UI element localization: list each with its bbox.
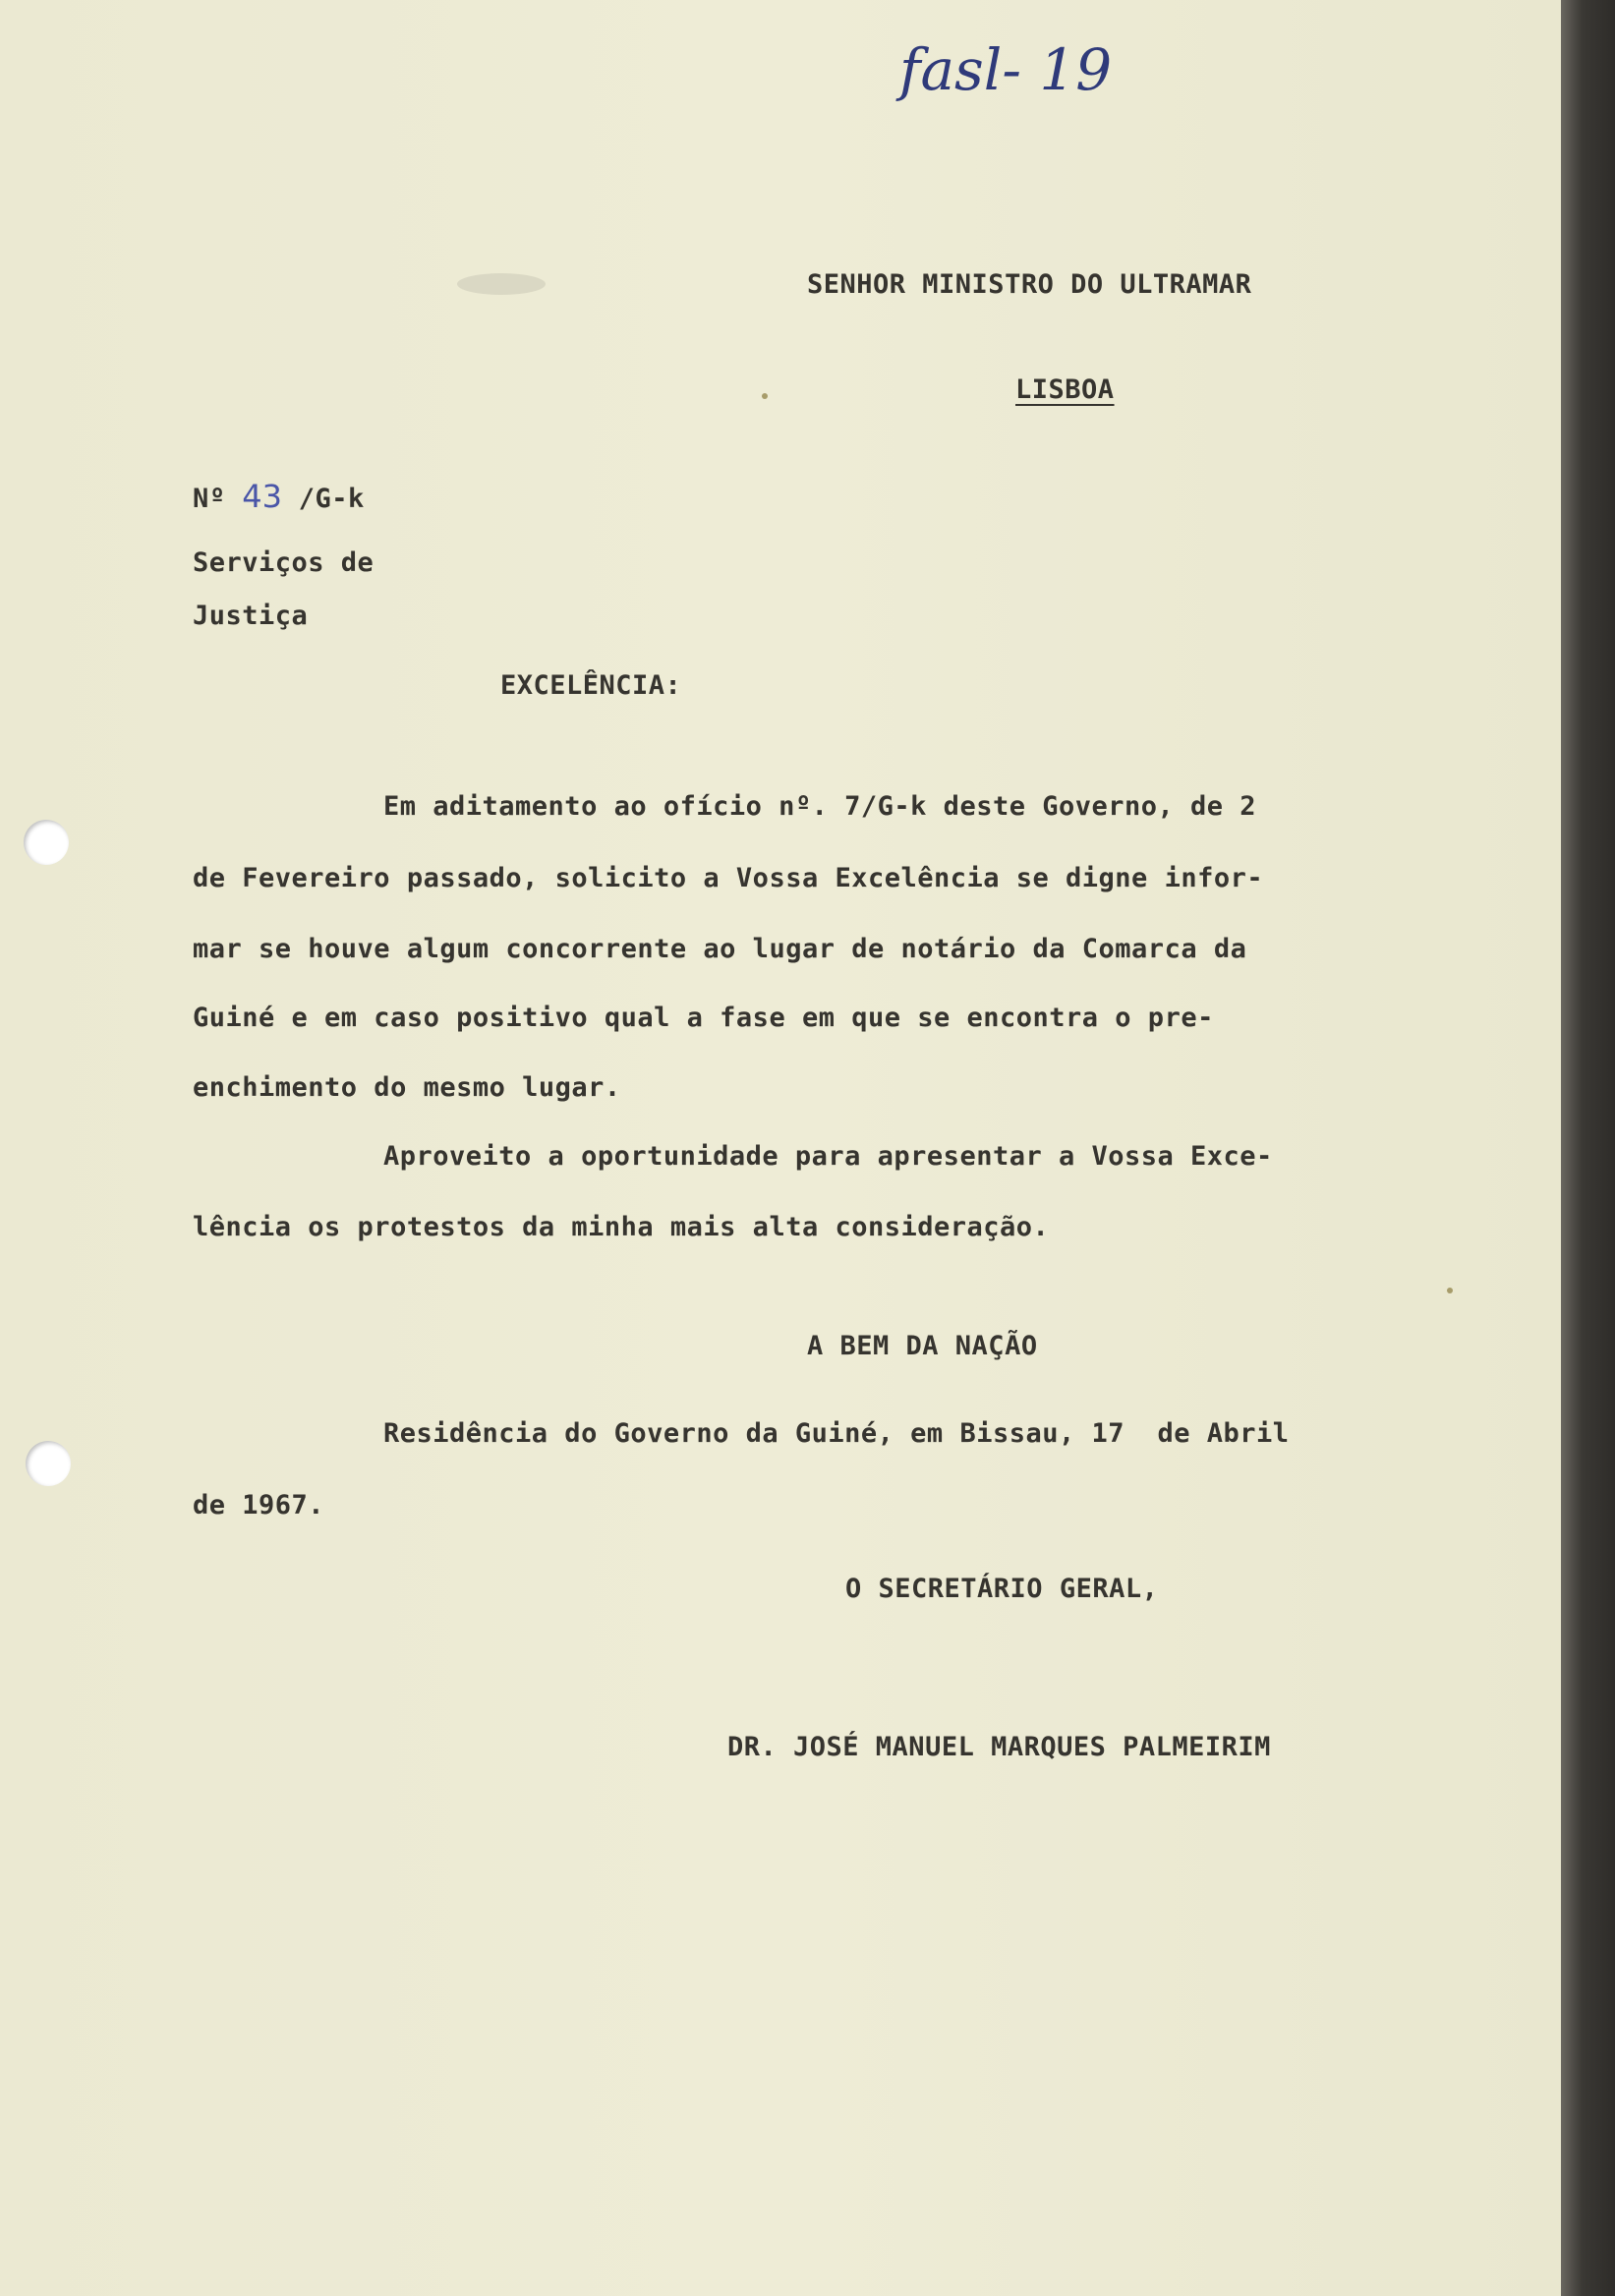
body-line: mar se houve algum concorrente ao lugar de notário da Comarca da bbox=[193, 934, 1247, 964]
punch-hole-bottom bbox=[26, 1441, 71, 1486]
signer-name: DR. JOSÉ MANUEL MARQUES PALMEIRIM bbox=[727, 1732, 1271, 1762]
body-line: lência os protestos da minha mais alta consideração. bbox=[193, 1212, 1050, 1242]
body-line: Guiné e em caso positivo qual a fase em que se encontra o pre- bbox=[193, 1003, 1214, 1033]
paper-speck bbox=[762, 393, 768, 399]
place-date-line-2: de 1967. bbox=[193, 1490, 325, 1521]
department-line-1: Serviços de bbox=[193, 547, 375, 578]
punch-hole-top bbox=[24, 820, 69, 865]
reference-suffix: /G-k bbox=[298, 484, 365, 514]
paper-speck bbox=[1447, 1288, 1453, 1293]
body-line: Em aditamento ao ofício nº. 7/G-k deste Governo, de 2 bbox=[383, 791, 1257, 822]
paper-smudge bbox=[457, 273, 546, 295]
place-date-line-1: Residência do Governo da Guiné, em Bissau, 17 de Abril bbox=[383, 1418, 1290, 1449]
body-line: Aproveito a oportunidade para apresentar a Vossa Exce- bbox=[383, 1141, 1273, 1172]
department-line-2: Justiça bbox=[193, 601, 309, 631]
signer-title: O SECRETÁRIO GERAL, bbox=[845, 1574, 1159, 1604]
handwritten-annotation: fasl- 19 bbox=[899, 36, 1113, 103]
recipient-line: SENHOR MINISTRO DO ULTRAMAR bbox=[807, 269, 1252, 300]
body-line: enchimento do mesmo lugar. bbox=[193, 1072, 621, 1103]
reference-handwritten-number: 43 bbox=[242, 478, 282, 515]
body-line: de Fevereiro passado, solicito a Vossa Excelência se digne infor- bbox=[193, 863, 1264, 893]
reference-number bbox=[193, 478, 365, 515]
closing-motto: A BEM DA NAÇÃO bbox=[807, 1331, 1038, 1361]
city-line: LISBOA bbox=[1015, 374, 1115, 405]
scan-background-edge bbox=[1561, 0, 1615, 2296]
salutation: EXCELÊNCIA: bbox=[500, 670, 682, 701]
reference-prefix: Nº bbox=[193, 484, 226, 514]
